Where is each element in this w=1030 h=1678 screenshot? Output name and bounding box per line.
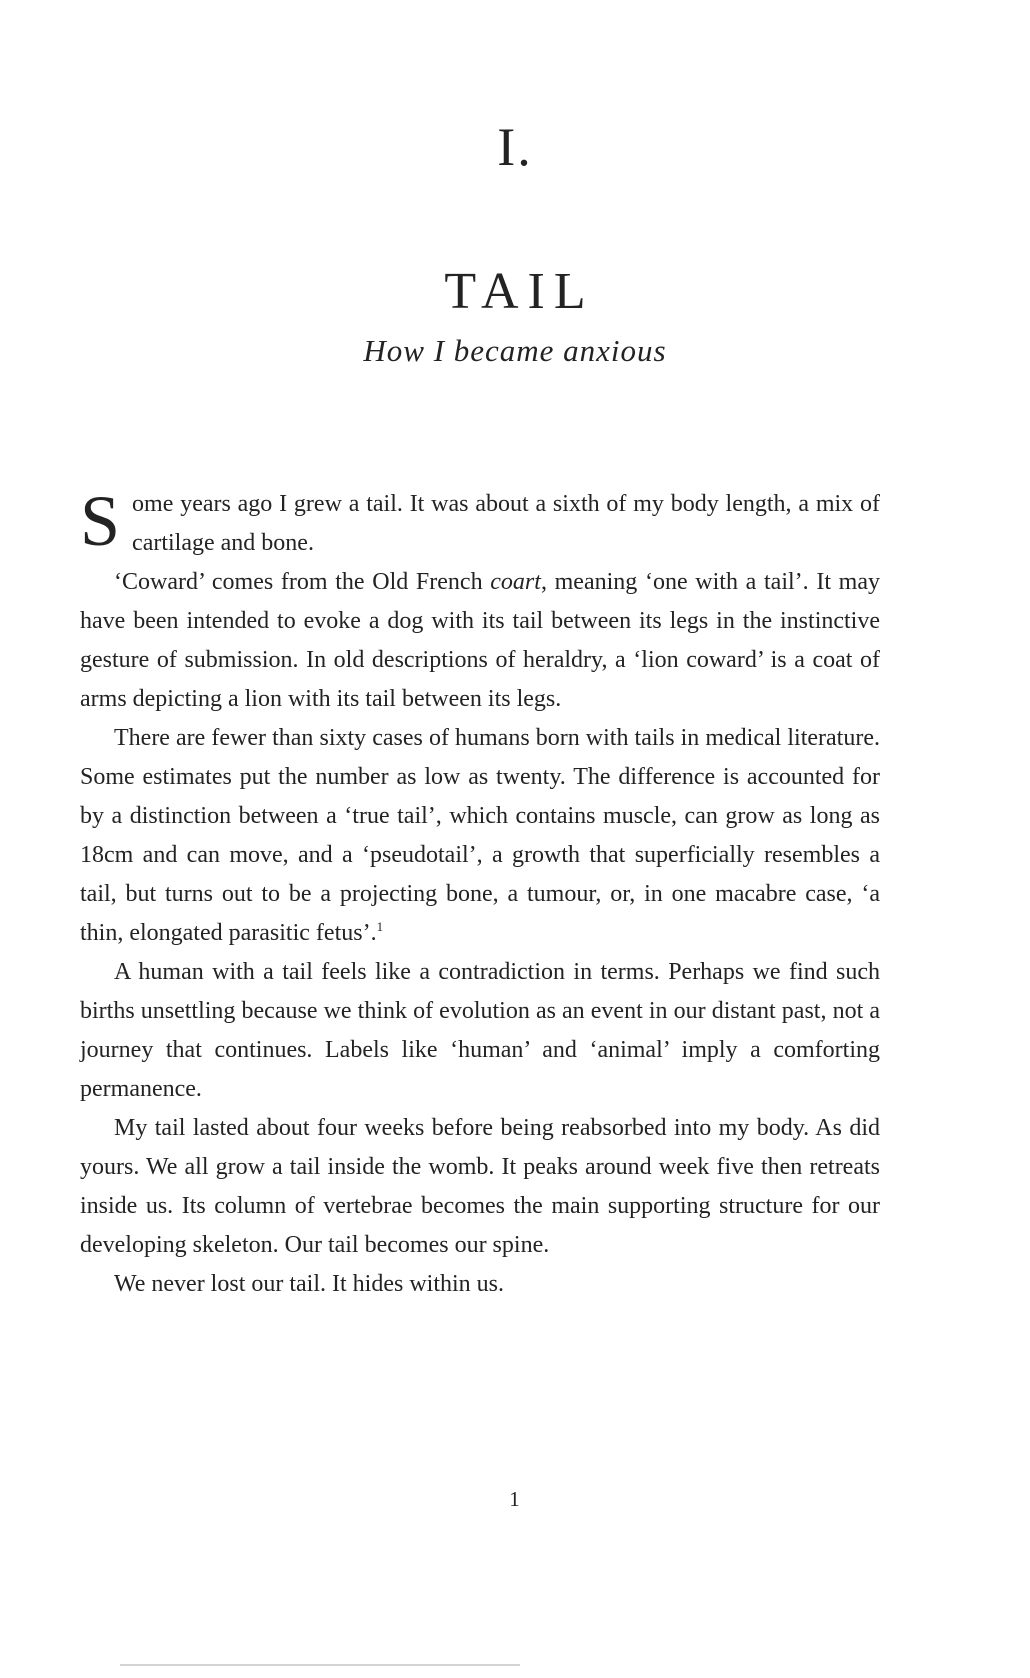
footnote-marker: 1: [376, 919, 384, 934]
chapter-title: TAIL: [444, 263, 595, 320]
paragraph-contradiction: A human with a tail feels like a contradiction in terms. Perhaps we find such births unsettling because we think of evolution as an event in our distant past, not a journey that continues. Labels like ‘human’ and ‘animal’ imply a comforting permanence.: [80, 959, 880, 1102]
paragraph-coward: [80, 563, 880, 719]
dropcap: S: [80, 481, 121, 561]
paragraph-closing: We never lost our tail. It hides within us.: [114, 1271, 504, 1297]
paragraph-text: There are fewer than sixty cases of humans born with tails in medical literature. Some estimates put the number as low as twenty. The difference is accounted for by a distinction between a ‘true tail’, which contains muscle, can grow as long as 18cm and can move, and a ‘pseudotail’, a growth that superficially resembles a tail, but turns out to be a projecting bone, a tumour, or, in one macabre case, ‘a thin, elongated parasitic fetus’.: [80, 725, 880, 946]
paragraph-text: ‘Coward’ comes from the Old French: [114, 569, 491, 595]
chapter-header: [0, 0, 1030, 369]
italic-term-coart: coart: [490, 569, 541, 595]
paragraph-opening: [80, 481, 880, 563]
scan-artifact-line: [120, 1664, 520, 1666]
chapter-number: I.: [497, 117, 533, 177]
paragraph-cases: [80, 719, 880, 953]
paragraph-text: ome years ago I grew a tail. It was about a sixth of my body length, a mix of cartilage and bone.: [132, 491, 880, 556]
page-number: 1: [509, 1487, 521, 1511]
paragraph-text: , meaning ‘one with a tail’. It may have been intended to evoke a dog with its tail between its legs in the instinctive gesture of submission. In old descriptions of heraldry, a ‘lion coward’ is a coat of arms depicting a lion with its tail between its legs.: [80, 569, 881, 712]
chapter-subtitle: How I became anxious: [363, 333, 667, 368]
body-text: [80, 481, 881, 1304]
paragraph-reabsorbed: My tail lasted about four weeks before being reabsorbed into my body. As did yours. We all grow a tail inside the womb. It peaks around week five then retreats inside us. Its column of vertebrae becomes the main supporting structure for our developing skeleton. Our tail becomes our spine.: [80, 1115, 880, 1258]
